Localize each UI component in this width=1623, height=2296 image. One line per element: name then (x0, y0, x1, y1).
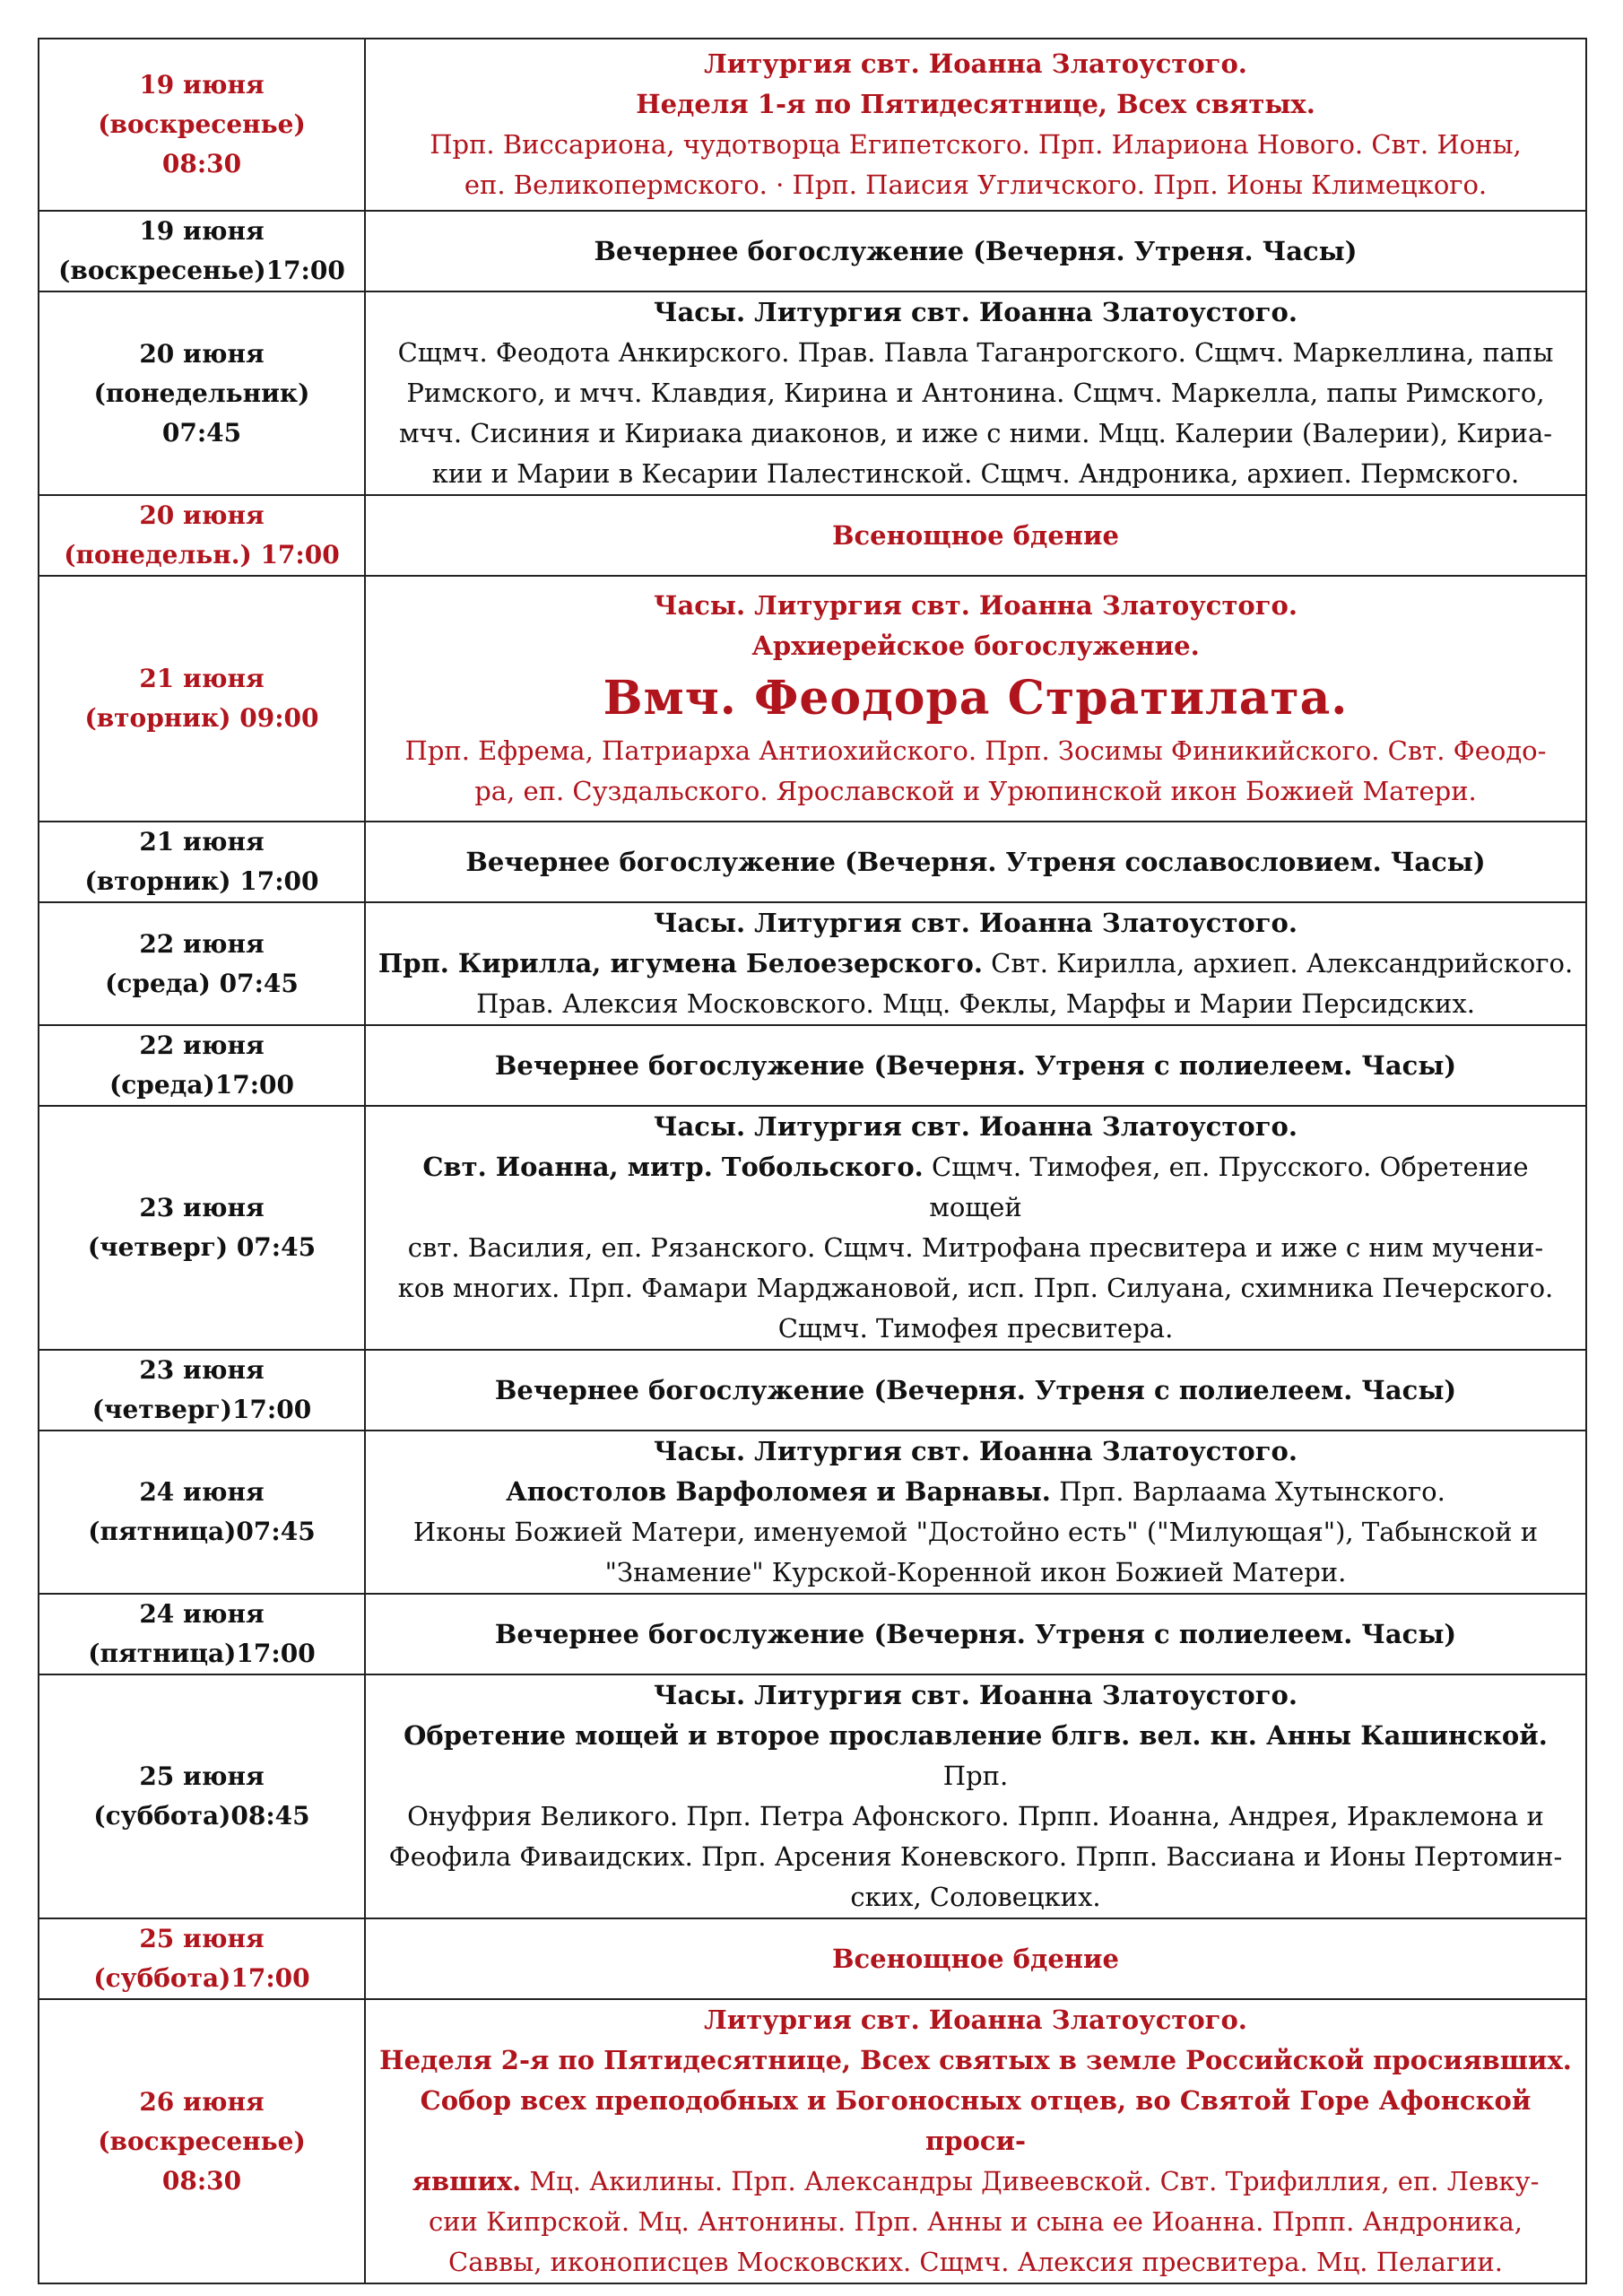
description-text: Часы. Литургия свт. Иоанна Златоустого. (653, 1111, 1298, 1142)
service-description (365, 495, 1586, 576)
schedule-row (39, 902, 1586, 1025)
description-line (373, 1431, 1578, 1472)
service-date (39, 1999, 365, 2283)
date-line: 23 июня (139, 1355, 265, 1385)
schedule-row (39, 211, 1586, 291)
description-line (373, 1046, 1578, 1086)
date-line: 26 июня (139, 2086, 265, 2117)
description-text-tail: Мц. Акилины. Прп. Александры Дивеевской. Свт. Трифиллия, еп. Левку- (521, 2166, 1540, 2196)
description-text: мчч. Сисиния и Кириака диаконов, и иже с ними. Мцц. Калерии (Валерии), Кириа- (398, 418, 1553, 448)
schedule-row (39, 1674, 1586, 1918)
date-line: 25 июня (139, 1761, 265, 1791)
description-text: Прп. Кирилла, игумена Белоезерского. (378, 948, 983, 978)
description-line (373, 1309, 1578, 1349)
date-line: 08:30 (161, 2165, 242, 2196)
date-line: (воскресенье)17:00 (58, 256, 345, 285)
description-text: Литургия свт. Иоанна Златоустого. (704, 2005, 1247, 2035)
service-date (39, 902, 365, 1025)
description-line (373, 125, 1578, 165)
service-date (39, 291, 365, 495)
date-line: (пятница)07:45 (88, 1517, 316, 1546)
description-text: Сщмч. Тимофея пресвитера. (777, 1313, 1174, 1344)
schedule-row (39, 576, 1586, 822)
description-line (373, 2040, 1578, 2081)
description-line (373, 333, 1578, 373)
date-line: (четверг)17:00 (91, 1395, 312, 1424)
description-text: Феофила Фиваидских. Прп. Арсения Коневского. Прпп. Вассиана и Ионы Пертомин- (388, 1841, 1563, 1872)
description-text: Прп. Виссариона, чудотворца Египетского. Прп. Илариона Нового. Свт. Ионы, (430, 129, 1522, 160)
description-line (373, 1796, 1578, 1837)
description-line (373, 1147, 1578, 1228)
date-line: (суббота)17:00 (93, 1963, 310, 1993)
schedule-row (39, 1350, 1586, 1431)
description-text: Сщмч. Феодота Анкирского. Прав. Павла Таганрогского. Сщмч. Маркеллина, папы (397, 337, 1554, 368)
description-line (373, 1939, 1578, 1979)
description-line (373, 771, 1578, 812)
description-text-tail: Прп. (942, 1761, 1009, 1791)
description-text: Вечернее богослужение (Вечерня. Утреня с полиелеем. Часы) (494, 1374, 1457, 1405)
description-text: Вечернее богослужение (Вечерня. Утреня. Часы) (594, 235, 1358, 266)
date-line: 25 июня (139, 1924, 265, 1953)
service-description (365, 1025, 1586, 1106)
service-date (39, 1350, 365, 1431)
description-line (373, 731, 1578, 771)
description-text: явших. (412, 2166, 522, 2196)
description-text: Саввы, иконописцев Московских. Сщмч. Алексия пресвитера. Мц. Пелагии. (448, 2247, 1503, 2277)
service-date (39, 576, 365, 822)
service-description (365, 576, 1586, 822)
date-line: 24 июня (139, 1477, 265, 1507)
description-text: Часы. Литургия свт. Иоанна Златоустого. (653, 297, 1298, 327)
description-line (373, 1614, 1578, 1655)
service-description (365, 822, 1586, 902)
schedule-row (39, 1594, 1586, 1674)
date-line: 23 июня (139, 1193, 265, 1222)
date-line: 20 июня (139, 338, 265, 369)
description-text: "Знамение" Курской-Коренной икон Божией Матери. (604, 1557, 1347, 1587)
date-line: 19 июня (139, 216, 265, 246)
date-line: (суббота)08:45 (93, 1801, 310, 1831)
description-line (373, 413, 1578, 454)
schedule-row (39, 1106, 1586, 1350)
date-line: 24 июня (139, 1599, 265, 1629)
description-line (373, 44, 1578, 84)
schedule-row (39, 39, 1586, 211)
description-text: ков многих. Прп. Фамари Марджановой, исп. Прп. Силуана, схимника Печерского. (397, 1273, 1554, 1303)
description-text: Иконы Божией Матери, именуемой "Достойно есть" ("Милующая"), Табынской и (412, 1517, 1539, 1547)
description-line (373, 454, 1578, 494)
service-description (365, 902, 1586, 1025)
date-line: (вторник) 17:00 (84, 866, 319, 896)
description-text: ра, еп. Суздальского. Ярославской и Урюпинской икон Божией Матери. (474, 776, 1477, 806)
description-line (373, 1107, 1578, 1147)
schedule-row (39, 1999, 1586, 2283)
description-line (373, 2161, 1578, 2202)
description-line (373, 984, 1578, 1024)
description-line (373, 2202, 1578, 2242)
date-line: (среда) 07:45 (105, 968, 299, 998)
service-description (365, 39, 1586, 211)
service-description (365, 1106, 1586, 1350)
feast-title: Вмч. Феодора Стратилата. (603, 671, 1349, 726)
service-date (39, 39, 365, 211)
description-text: Апостолов Варфоломея и Варнавы. (506, 1476, 1051, 1507)
description-line (373, 84, 1578, 125)
schedule-row (39, 495, 1586, 576)
service-description (365, 211, 1586, 291)
description-text: Онуфрия Великого. Прп. Петра Афонского. Прпп. Иоанна, Андрея, Ираклемона и (407, 1801, 1544, 1831)
description-text: ских, Соловецких. (850, 1882, 1101, 1912)
description-text: Часы. Литургия свт. Иоанна Златоустого. (653, 1436, 1298, 1466)
description-text: Прав. Алексия Московского. Мцц. Феклы, Марфы и Марии Персидских. (476, 988, 1475, 1019)
description-line (373, 1512, 1578, 1552)
description-text: Часы. Литургия свт. Иоанна Златоустого. (653, 590, 1298, 621)
description-text: Часы. Литургия свт. Иоанна Златоустого. (653, 1680, 1298, 1710)
description-text: свт. Василия, еп. Рязанского. Сщмч. Митрофана пресвитера и иже с ним мучени- (407, 1232, 1544, 1263)
description-line (373, 1268, 1578, 1309)
service-description (365, 1674, 1586, 1918)
description-text: Римского, и мчч. Клавдия, Кирина и Антонина. Сщмч. Маркелла, папы Римского, (406, 378, 1545, 408)
service-date (39, 822, 365, 902)
description-line (373, 626, 1578, 666)
service-description (365, 1999, 1586, 2283)
service-date (39, 211, 365, 291)
service-date (39, 1674, 365, 1918)
schedule-row (39, 1025, 1586, 1106)
description-text: Обретение мощей и второе прославление блгв. вел. кн. Анны Кашинской. (404, 1720, 1548, 1751)
description-text: Всенощное бдение (832, 519, 1119, 551)
service-date (39, 1106, 365, 1350)
description-text: Прп. Ефрема, Патриарха Антиохийского. Прп. Зосимы Финикийского. Свт. Феодо- (404, 735, 1547, 766)
description-text: еп. Великопермского. · Прп. Паисия Угличского. Прп. Ионы Климецкого. (464, 170, 1488, 200)
description-line (373, 944, 1578, 984)
description-line (373, 903, 1578, 944)
description-line (373, 1472, 1578, 1512)
description-text: Неделя 1-я по Пятидесятнице, Всех святых. (636, 89, 1315, 119)
description-line (373, 1877, 1578, 1918)
description-line (373, 2000, 1578, 2040)
description-text: Вечернее богослужение (Вечерня. Утреня с полиелеем. Часы) (494, 1049, 1457, 1081)
description-line (373, 1837, 1578, 1877)
date-line: 19 июня (139, 70, 265, 100)
service-date (39, 1594, 365, 1674)
date-line: 21 июня (139, 664, 265, 693)
description-line (373, 516, 1578, 556)
service-date (39, 1025, 365, 1106)
description-line (373, 1716, 1578, 1796)
description-line (373, 1228, 1578, 1268)
description-text-tail: Сщмч. Тимофея, еп. Прусского. Обретение мощей (923, 1152, 1529, 1222)
service-date (39, 1918, 365, 1999)
description-line (373, 666, 1578, 731)
description-line (373, 165, 1578, 205)
description-text: Архиерейское богослужение. (751, 631, 1200, 661)
schedule-row (39, 291, 1586, 495)
date-line: (вторник) 09:00 (84, 703, 319, 733)
service-description (365, 1594, 1586, 1674)
description-text: Свт. Иоанна, митр. Тобольского. (422, 1152, 924, 1182)
date-line: (четверг) 07:45 (87, 1232, 317, 1262)
description-text: кии и Марии в Кесарии Палестинской. Сщмч. Андроника, архиеп. Пермского. (431, 458, 1520, 489)
description-line (373, 586, 1578, 626)
date-line: 21 июня (139, 827, 265, 857)
date-line: (пятница)17:00 (88, 1639, 316, 1668)
description-text: Неделя 2-я по Пятидесятнице, Всех святых в земле Российской просиявших. (379, 2045, 1572, 2075)
date-line: (среда)17:00 (108, 1070, 294, 1100)
description-line (373, 1675, 1578, 1716)
date-line: 20 июня (139, 500, 265, 530)
service-date (39, 1431, 365, 1594)
description-text: Всенощное бдение (832, 1943, 1119, 1974)
description-text: Вечернее богослужение (Вечерня. Утреня с полиелеем. Часы) (494, 1618, 1457, 1649)
schedule-row (39, 1918, 1586, 1999)
description-text-tail: Свт. Кирилла, архиеп. Александрийского. (982, 948, 1574, 978)
date-line: 07:45 (161, 417, 242, 448)
description-line (373, 1370, 1578, 1411)
service-description (365, 1350, 1586, 1431)
description-line (373, 2081, 1578, 2161)
schedule-row (39, 1431, 1586, 1594)
description-text: Собор всех преподобных и Богоносных отцев, во Святой Горе Афонской проси- (420, 2085, 1532, 2156)
service-description (365, 1918, 1586, 1999)
date-line: (воскресенье) (98, 2126, 306, 2156)
service-date (39, 495, 365, 576)
description-line (373, 292, 1578, 333)
date-line: (понедельник) (93, 378, 310, 408)
date-line: (понедельн.) 17:00 (64, 540, 340, 570)
description-text: Часы. Литургия свт. Иоанна Златоустого. (653, 908, 1298, 938)
description-text: Вечернее богослужение (Вечерня. Утреня сославословием. Часы) (465, 846, 1486, 877)
description-line (373, 231, 1578, 272)
date-line: 08:30 (161, 149, 242, 178)
service-description (365, 1431, 1586, 1594)
date-line: 22 июня (139, 928, 265, 959)
schedule-body (39, 39, 1586, 2283)
description-text: Литургия свт. Иоанна Златоустого. (704, 48, 1247, 79)
date-line: 22 июня (139, 1031, 265, 1060)
description-line (373, 842, 1578, 883)
description-line (373, 373, 1578, 413)
description-line (373, 1552, 1578, 1593)
description-text-tail: Прп. Варлаама Хутынского. (1050, 1476, 1445, 1507)
schedule-table (38, 38, 1587, 2284)
date-line: (воскресенье) (98, 109, 306, 139)
schedule-row (39, 822, 1586, 902)
service-description (365, 291, 1586, 495)
description-text: сии Кипрской. Мц. Антонины. Прп. Анны и сына ее Иоанна. Прпп. Андроника, (428, 2206, 1523, 2237)
description-line (373, 2242, 1578, 2283)
